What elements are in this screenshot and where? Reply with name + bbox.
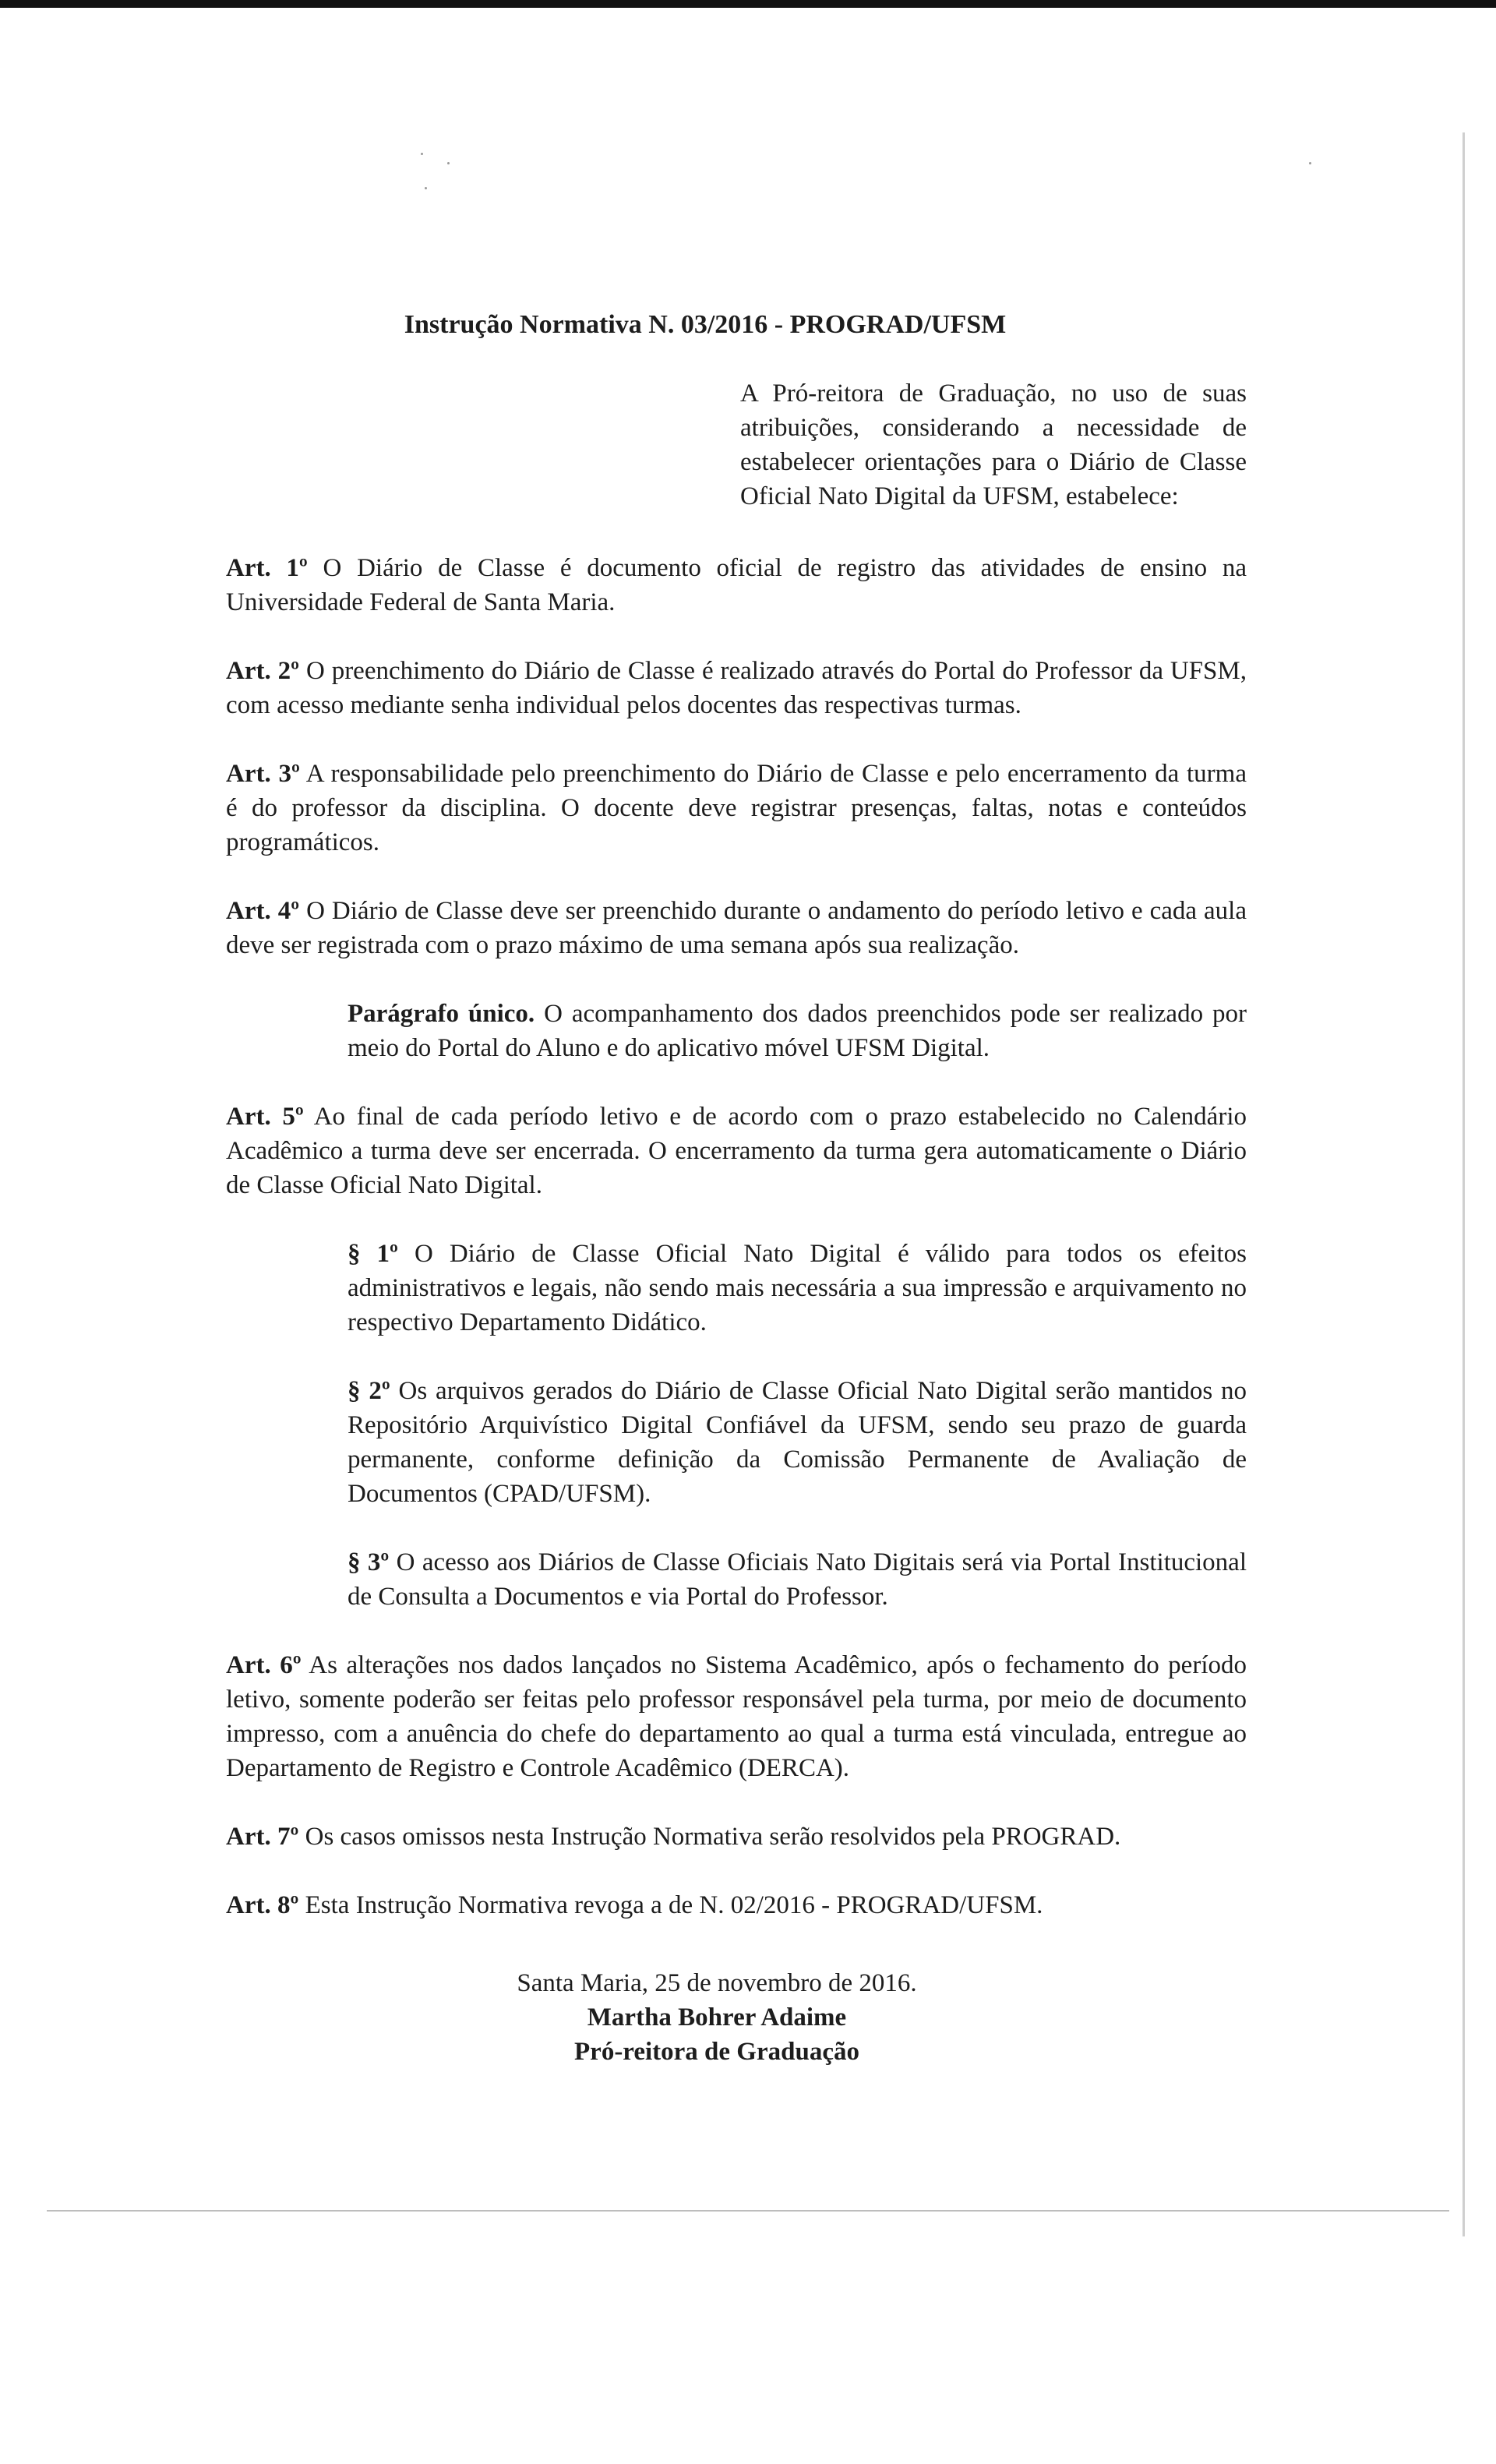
scan-top-border <box>0 0 1496 8</box>
article-8 <box>226 1888 1247 1922</box>
section-label: § 1º <box>348 1240 398 1268</box>
article-7 <box>226 1820 1247 1854</box>
signatory-name: Martha Bohrer Adaime <box>587 2003 847 2032</box>
article-text: O Diário de Classe é documento oficial de registro das atividades de ensino na Universidade Federal de Santa Maria. <box>226 554 1247 616</box>
article-label: Art. 5º <box>226 1103 304 1131</box>
article-label: Art. 7º <box>226 1823 299 1851</box>
section-label: § 3º <box>348 1548 390 1576</box>
scan-speck <box>447 162 450 164</box>
paragraph-text: O acompanhamento dos dados preenchidos pode ser realizado por meio do Portal do Aluno e do aplicativo móvel UFSM Digital. <box>348 1000 1247 1062</box>
paragraph-label: Parágrafo único. <box>348 1000 535 1028</box>
article-text: A responsabilidade pelo preenchimento do Diário de Classe e pelo encerramento da turma é do professor da disciplina. O docente deve registrar presenças, faltas, notas e conteúdos programáticos. <box>226 760 1247 856</box>
article-text: As alterações nos dados lançados no Sistema Acadêmico, após o fechamento do período letivo, somente poderão ser feitas pelo professor responsável pela turma, por meio de documento impresso, com a anuência do chefe do departamento ao qual a turma está vinculada, entregue ao Departamento de Registro e Controle Acadêmico (DERCA). <box>226 1651 1247 1782</box>
article-text: O Diário de Classe deve ser preenchido durante o andamento do período letivo e cada aula deve ser registrada com o prazo máximo de uma semana após sua realização. <box>226 897 1247 959</box>
article-5 <box>226 1100 1247 1202</box>
article-text: Ao final de cada período letivo e de acordo com o prazo estabelecido no Calendário Acadêmico a turma deve ser encerrada. O encerramento da turma gera automaticamente o Diário de Classe Oficial Nato Digital. <box>226 1103 1247 1199</box>
signatory-role: Pró-reitora de Graduação <box>574 2038 859 2066</box>
article-6 <box>226 1648 1247 1785</box>
scan-speck <box>421 153 423 155</box>
place-date: Santa Maria, 25 de novembro de 2016. <box>517 1969 917 1997</box>
article-text: O preenchimento do Diário de Classe é realizado através do Portal do Professor da UFSM, com acesso mediante senha individual pelos docentes das respectivas turmas. <box>226 657 1247 719</box>
article-text: Os casos omissos nesta Instrução Normativa serão resolvidos pela PROGRAD. <box>305 1823 1121 1851</box>
scan-speck <box>425 187 427 189</box>
article-label: Art. 2º <box>226 657 300 685</box>
scan-bottom-line <box>47 2210 1449 2212</box>
document-page <box>226 308 1247 2069</box>
section-3 <box>348 1545 1247 1614</box>
article-label: Art. 8º <box>226 1891 299 1919</box>
article-label: Art. 6º <box>226 1651 302 1679</box>
article-text: Esta Instrução Normativa revoga a de N. 02/2016 - PROGRAD/UFSM. <box>305 1891 1043 1919</box>
article-1 <box>226 551 1247 620</box>
section-2 <box>348 1374 1247 1511</box>
section-1 <box>348 1237 1247 1340</box>
section-label: § 2º <box>348 1377 390 1405</box>
article-label: Art. 1º <box>226 554 308 582</box>
section-text: O Diário de Classe Oficial Nato Digital é válido para todos os efeitos administrativos e legais, não sendo mais necessária a sua impressão e arquivamento no respectivo Departamento Didático. <box>348 1240 1247 1336</box>
paragrafo-unico <box>348 997 1247 1065</box>
signature-block <box>226 1966 1247 2069</box>
section-text: O acesso aos Diários de Classe Oficiais Nato Digitais será via Portal Institucional de Consulta a Documentos e via Portal do Professor. <box>348 1548 1247 1611</box>
scan-right-edge <box>1462 132 1465 2236</box>
article-label: Art. 3º <box>226 760 300 788</box>
preamble: A Pró-reitora de Graduação, no uso de suas atribuições, considerando a necessidade de estabelecer orientações para o Diário de Classe Oficial Nato Digital da UFSM, estabelece: <box>740 379 1247 510</box>
document-title: Instrução Normativa N. 03/2016 - PROGRAD/UFSM <box>404 310 1007 339</box>
article-3 <box>226 757 1247 860</box>
section-text: Os arquivos gerados do Diário de Classe Oficial Nato Digital serão mantidos no Repositório Arquivístico Digital Confiável da UFSM, sendo seu prazo de guarda permanente, conforme definição da Comissão Permanente de Avaliação de Documentos (CPAD/UFSM). <box>348 1377 1247 1508</box>
article-4 <box>226 894 1247 962</box>
scan-speck <box>1309 162 1311 164</box>
article-2 <box>226 654 1247 722</box>
article-label: Art. 4º <box>226 897 300 925</box>
